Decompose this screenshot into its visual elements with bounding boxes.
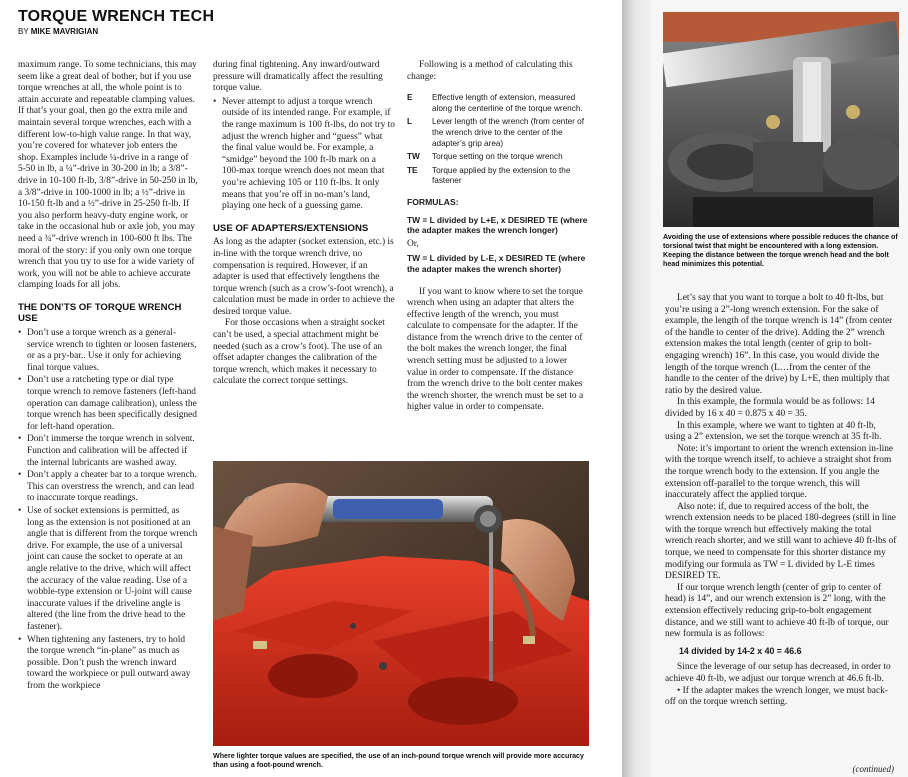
list-item: • When tightening any fasteners, try to hold the torque wrench “in-plane” as much as possible. Don’t push the wrench inward toward the workpiece or pull outward away from the workpiece	[18, 635, 198, 693]
column-3	[407, 60, 589, 414]
page-gutter	[622, 0, 652, 777]
new-formula: 14 divided by 14-2 x 40 = 46.6	[679, 645, 802, 656]
example-result-paragraph: In this example, where we want to tighten at 40 ft-lb, using a 2” extension, we set the torque wrench at 35 ft-lb.	[665, 420, 882, 443]
reverse-note: Also note: if, due to required access of the bolt, the wrench extension needs to be placed 180-degrees (still in line with the torque wrench but effectively making the total wrench reach shorter, and we still want to achieve 40 ft-lbs of torque, we need to compensate for this shorter distance my modifying our formula as TW = L divided by L-E times DESIRED TE.	[665, 501, 897, 582]
continued-label: (continued)	[852, 764, 894, 774]
example-paragraph: Let’s say that you want to torque a bolt to 40 ft-lbs, but you’re using a 2”-long wrench extension. For the sake of example, the length of the torque wrench is 14” (from center of the handle to center of the drive). Adding the 2” wrench extension makes the total length (center of grip to bolt-engaging wrench) 16”. In this case, you would divide the length of the torque wrench (L…from the center of the handle to the center of the drive) by L+E, then multiply that ratio by the desired value.	[665, 293, 893, 396]
definition-key: TE	[407, 165, 418, 175]
byline-prefix: BY	[18, 27, 29, 36]
definition-row	[407, 117, 589, 149]
donts-list	[18, 328, 198, 692]
definition-value: Torque applied by the extension to the fastener	[432, 165, 571, 186]
definition-list	[407, 93, 589, 187]
definition-row	[407, 93, 589, 114]
formulas-heading: FORMULAS:	[407, 196, 459, 207]
definition-key: E	[407, 93, 413, 103]
definition-row	[407, 152, 589, 163]
list-item: • Don’t apply a cheater bar to a torque wrench. This can overstress the wrench, and can lead to inaccurate torque readings.	[18, 470, 198, 505]
donts-list-continued	[213, 97, 395, 213]
column-4	[665, 293, 897, 709]
adapters-paragraph-2: For those occasions when a straight socket can’t be used, a special attachment might be needed (such as a crow’s foot). The use of an offset adapter changes the calibration of the torque wrench, which makes it necessary to calculate the correct torque settings.	[213, 318, 385, 387]
formula-longer: TW = L divided by L+E, x DESIRED TE (where the adapter makes the wrench longer)	[407, 214, 588, 236]
author-name: MIKE MAVRIGIAN	[30, 27, 99, 36]
extension-photo-caption: Avoiding the use of extensions where possible reduces the chance of torsional twist that might be encountered with a long extension. Keeping the distance between the torque wrench head and the bolt head minimizes this potential.	[663, 233, 898, 268]
article-title: TORQUE WRENCH TECH	[18, 8, 215, 25]
byline	[18, 27, 98, 36]
leverage-paragraph: Since the leverage of our setup has decreased, in order to achieve 40 ft-lb, we adjust our torque wrench at 46.6 ft-lb.	[665, 662, 891, 684]
main-photo-caption: Where lighter torque values are specified, the use of an inch-pound torque wrench will provide more accuracy than using a foot-pound wrench.	[213, 752, 584, 769]
definition-value: Effective length of extension, measured along the centerline of the torque wrench.	[432, 93, 583, 113]
definition-key: L	[407, 117, 413, 127]
torque-wrench-photo	[213, 461, 589, 746]
adapters-paragraph: As long as the adapter (socket extension, etc.) is in-line with the torque wrench drive, no compensation is required. However, if an adapter is used that effectively lengthens the torque wrench (such as a crow’s-foot wrench), a calculation must be made in order to achieve the desired torque value.	[213, 237, 395, 317]
orientation-note: Note: it’s important to orient the wrench extension in-line with the torque wrench itself, to achieve a straight shot from the torque wrench body to the extension. If you angle the extension off-parallel to the torque wrench, this will inaccurately affect the applied torque.	[665, 443, 894, 501]
extension-photo	[663, 12, 899, 227]
longer-bullet: • If the adapter makes the wrench longer, we must back-off on the torque wrench setting.	[665, 685, 888, 708]
definition-value: Lever length of the wrench (from center of the wrench drive to the center of the adapter’s grip area)	[432, 117, 585, 148]
definition-key: TW	[407, 152, 420, 162]
list-item: • Don’t immerse the torque wrench in solvent. Function and calibration will be affected if the internal lubricants are washed away.	[18, 434, 198, 469]
list-item: • Never attempt to adjust a torque wrench outside of its intended range. For example, if the range maximum is 100 ft-lbs, do not try to adjust the wrench higher and “guess” what the final value would be. For example, a “smidge” beyond the 100 ft-lb mark on a 100-max torque wrench does not mean that you’re achieving 105 or 110 ft-lbs. It only means that you’re off in no-man’s land, playing one heck of a guessing game.	[213, 97, 395, 213]
extension-illustration	[663, 12, 899, 227]
compensation-paragraph: If you want to know where to set the torque wrench when using an adapter that alters the effective length of the wrench, you must calculate to compensate for the adapter. If the distance from the wrench drive to the center of the bolt makes the wrench longer, the final wrench setting must be adjusted to a lower value in order to compensate. If the distance from the wrench drive to the bolt center makes the wrench shorter, the wrench must be set to a higher value in order to compensate.	[407, 286, 584, 413]
definition-value: Torque setting on the torque wrench	[432, 152, 563, 162]
list-item: • Don’t use a torque wrench as a general-service wrench to tighten or loosen fasteners, or as a pry-bar.. Use it only for achieving final torque values.	[18, 328, 198, 374]
example-formula-paragraph: In this example, the formula would be as follows: 14 divided by 16 x 40 = 0.875 x 40 = 35.	[665, 397, 875, 419]
list-item: • Don’t use a ratcheting type or dial type torque wrench to remove fasteners (left-hand operation can damage calibration), unless the torque wrench has been specifically designed for left-hand operation.	[18, 375, 198, 433]
section-heading-donts: THE DON’TS OF TORQUE WRENCH USE	[18, 301, 182, 325]
method-intro: Following is a method of calculating this change:	[407, 60, 573, 82]
engine-block-illustration	[213, 461, 589, 746]
list-item: • Use of socket extensions is permitted, as long as the extension is not positioned at an angle that is different from the torque wrench drive. For example, the use of a universal joint can cause the socket to operate at an angle relative to the drive, which will affect the accuracy of the value reading. Use of a wobble-type extension or U-joint will cause inaccurate values if the driveline angle is altered (the line from the drive head to the fastener).	[18, 506, 198, 634]
intro-paragraph: maximum range. To some technicians, this may seem like a great deal of bother, but if you use torque wrenches at all, the whole point is to attain accurate and repeatable clamping values. If that’s your goal, then go the extra mile and maintain several torque wrenches, each with a different low-to-high value range. In that way, you’re covered for whatever job enters the shop. Examples include ¼-drive in a range of 5-50 in lb, a ¼”-drive in 30-200 in lb; a 3/8”-drive in 10-100 ft-lb, 3/8”-drive in 50-250 in lb, a 3/8”-drive in 100-1000 in lb; a ½”-drive in 10-150 ft-lb and a ½”-drive in 25-250 ft-lb. If you also perform heavy-duty engine work, or take in the occasional hub or axle job, you may need a ¾”-drive wrench in 100-600 ft lbs. The moral of the story: if you only own one torque wrench that you try to use for a wide variety of work, you will not be able to achieve accurate clamping loads for all jobs.	[18, 60, 198, 291]
column-2	[213, 60, 395, 388]
definition-row	[407, 166, 589, 187]
column-1	[18, 60, 198, 692]
or-text: Or,	[407, 238, 419, 249]
section-heading-adapters: USE OF ADAPTERS/EXTENSIONS	[213, 222, 369, 234]
longer-bullet-text: If the adapter makes the wrench longer, we must back-off on the torque wrench setting.	[665, 685, 888, 708]
new-formula-intro: If our torque wrench length (center of grip to center of head) is 14”, and our wrench extension is 2” long, with the extension effectively reducing grip-to-bolt engagement distance, and we still want to achieve 40 ft-lb of torque, our new formula is as follows:	[665, 582, 889, 640]
continuation-paragraph: during final tightening. Any inward/outward pressure will dramatically affect the resulting torque value.	[213, 60, 383, 94]
formula-shorter: TW = L divided by L-E, x DESIRED TE (where the adapter makes the wrench shorter)	[407, 253, 586, 274]
